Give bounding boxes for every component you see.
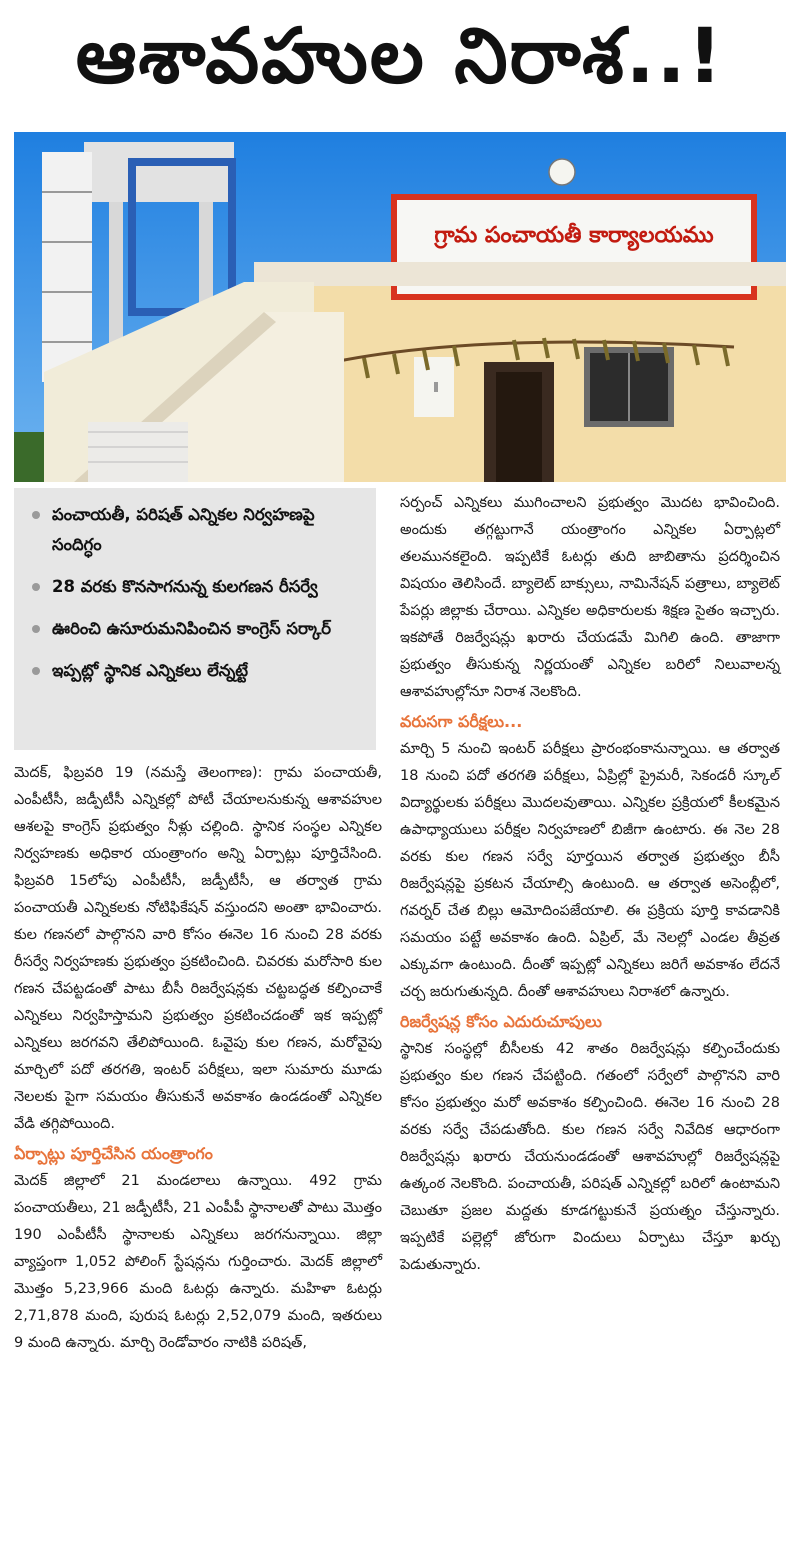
highlights-list [14, 488, 376, 686]
tree [14, 432, 44, 482]
photo-panchayat-office [14, 132, 786, 482]
highlight-item: ఊరించి ఉసూరుమనిపించిన కాంగ్రెస్ సర్కార్ [30, 614, 368, 644]
article-column-right [400, 490, 780, 1279]
article-column-left [14, 760, 382, 1357]
subheading: ఏర్పాట్లు పూర్తిచేసిన యంత్రాంగం [14, 1144, 213, 1163]
photo-illustration [14, 132, 786, 482]
article-paragraph: సర్పంచ్ ఎన్నికలు ముగించాలని ప్రభుత్వం మొదట భావించింది. అందుకు తగ్గట్టుగానే యంత్రాంగం ఎన్నికల ఏర్పాట్లలో తలమునకలైంది. ఇప్పటికే ఓటర్లు తుది జాబితాను ప్రదర్శించిన విషయం తెలిసిందే. బ్యాలెట్ బాక్సులు, నామినేషన్ పత్రాలు, బ్యాలెట్ పేపర్లు జిల్లాకు చేరాయి. ఎన్నికల అధికారులకు శిక్షణ సైతం ఇచ్చారు. ఇకపోతే రిజర్వేషన్లు ఖరారు చేయడమే మిగిలి ఉంది. తాజాగా ప్రభుత్వం తీసుకున్న నిర్ణయంతో ఎన్నికల బరిలో నిలువాలన్న ఆశావహుల్లోనూ నిరాశ నెలకొంది. [400, 495, 780, 700]
highlight-item: పంచాయతీ, పరిషత్ ఎన్నికల నిర్వహణపై సందిగ్ధం [30, 500, 368, 560]
office-sign: గ్రామ పంచాయతీ కార్యాలయము [434, 223, 714, 248]
article-paragraph: స్థానిక సంస్థల్లో బీసీలకు 42 శాతం రిజర్వేషన్లు కల్పించేందుకు ప్రభుత్వం కుల గణన చేపట్టింది. గతంలో సర్వేలో పాల్గొనని వారి కోసం ప్రభుత్వం మరో అవకాశం కల్పించింది. ఈనెల 16 నుంచి 28 వరకు సర్వే చేపడుతోంది. కుల గణన సర్వే నివేదిక ఆధారంగా రిజర్వేషన్లు ఖరారు చేయనుండడంతో ఆశావహుల్లో రిజర్వేషన్లపై ఉత్కంఠ నెలకొంది. పంచాయతీ, పరిషత్ ఎన్నికల్లో బరిలో ఉంటామని చెబుతూ ప్రజల మద్దతు కూడగట్టుకునే ప్రయత్నం చేస్తున్నారు. ఇప్పటికే పల్లెల్లో జోరుగా విందులు ఏర్పాటు చేస్తూ ఖర్చు పెడుతున్నారు. [400, 1041, 780, 1273]
subheading: రిజర్వేషన్ల కోసం ఎదురుచూపులు [400, 1012, 602, 1031]
article-paragraph: మెదక్ జిల్లాలో 21 మండలాలు ఉన్నాయి. 492 గ్రామ పంచాయతీలు, 21 జడ్పీటీసీ, 21 ఎంపీపీ స్థానాలతో పాటు మొత్తం 190 ఎంపీటీసీ స్థానాలకు ఎన్నికలు జరగనున్నాయి. జిల్లా వ్యాప్తంగా 1,052 పోలింగ్ స్టేషన్లను గుర్తించారు. మెదక్ జిల్లాలో మొత్తం 5,23,966 మంది ఓటర్లు ఉన్నారు. మహిళా ఓటర్లు 2,71,878 మంది, పురుష ఓటర్లు 2,52,079 మంది, ఇతరులు 9 మంది ఉన్నారు. మార్చి రెండోవారం నాటికి పరిషత్, [14, 1173, 382, 1351]
headline: ఆశావహుల నిరాశ..! [75, 11, 725, 100]
highlights-box [14, 488, 376, 750]
subheading: వరుసగా పరీక్షలు... [400, 712, 523, 731]
article-paragraph: మెదక్, ఫిబ్రవరి 19 (నమస్తే తెలంగాణ): గ్రామ పంచాయతీ, ఎంపీటీసీ, జడ్పీటీసీ ఎన్నికల్లో పోటీ చేయాలనుకున్న ఆశావహుల ఆశలపై కాంగ్రెస్ ప్రభుత్వం నీళ్లు చల్లింది. స్థానిక సంస్థల ఎన్నికల నిర్వహణకు అధికార యంత్రాంగం అన్ని ఏర్పాట్లు పూర్తిచేసింది. ఫిబ్రవరి 15లోపు ఎంపీటీసీ, జడ్పీటీసీ, ఆ తర్వాత గ్రామ పంచాయతీ ఎన్నికలకు నోటిఫికేషన్ వస్తుందని అంతా భావించారు. కుల గణనలో పాల్గొనని వారి కోసం ఈనెల 16 నుంచి 28 వరకు రీసర్వే నిర్వహణకు ప్రభుత్వం ప్రకటించింది. చివరకు మరోసారి కుల గణన చేపట్టడంతో పాటు బీసీ రిజర్వేషన్లకు చట్టబద్ధత కల్పించాకే ఎన్నికలు నిర్వహిస్తామని ప్రభుత్వం ప్రకటించడంతో ఇక ఇప్పట్లో ఎన్నికలు జరగవని తేలిపోయింది. ఓవైపు కుల గణన, మరోవైపు మార్చిలో పదో తరగతి, ఇంటర్ పరీక్షలు, ఇలా సుమారు మూడు నెలలకు పైగా సమయం తీసుకునే అవకాశం ఉండడంతో ఎన్నికల వేడి తగ్గిపోయింది. [14, 765, 382, 1132]
highlight-item: ఇప్పట్లో స్థానిక ఎన్నికలు లేన్నట్టే [30, 656, 368, 686]
article-paragraph: మార్చి 5 నుంచి ఇంటర్ పరీక్షలు ప్రారంభంకానున్నాయి. ఆ తర్వాత 18 నుంచి పదో తరగతి పరీక్షలు, ఏప్రిల్లో ప్రైమరీ, సెకండరీ స్కూల్ విద్యార్థులకు పరీక్షలు మొదలవుతాయి. ఎన్నికల ప్రక్రియలో కీలకమైన ఉపాధ్యాయులు పరీక్షల నిర్వహణలో బిజీగా ఉంటారు. ఈ నెల 28 వరకు కుల గణన సర్వే పూర్తయిన తర్వాత ప్రభుత్వం బీసీ రిజర్వేషన్లపై ప్రకటన చేయాల్సి ఉంటుంది. ఆ తర్వాత అసెంబ్లీలో, గవర్నర్ చేత బిల్లు ఆమోదింపజేయాలి. ఈ ప్రక్రియ పూర్తి కావడానికి సమయం పట్టే అవకాశం ఉంది. ఏప్రిల్, మే నెలల్లో ఎండల తీవ్రత ఎక్కువగా ఉంటుంది. దీంతో ఇప్పట్లో ఎన్నికలు జరిగే అవకాశం లేదనే చర్చ జరుగుతున్నది. దీంతో ఆశావహులు నిరాశలో ఉన్నారు. [400, 741, 780, 1000]
highlight-item: 28 వరకు కొనసాగనున్న కులగణన రీసర్వే [30, 572, 368, 602]
